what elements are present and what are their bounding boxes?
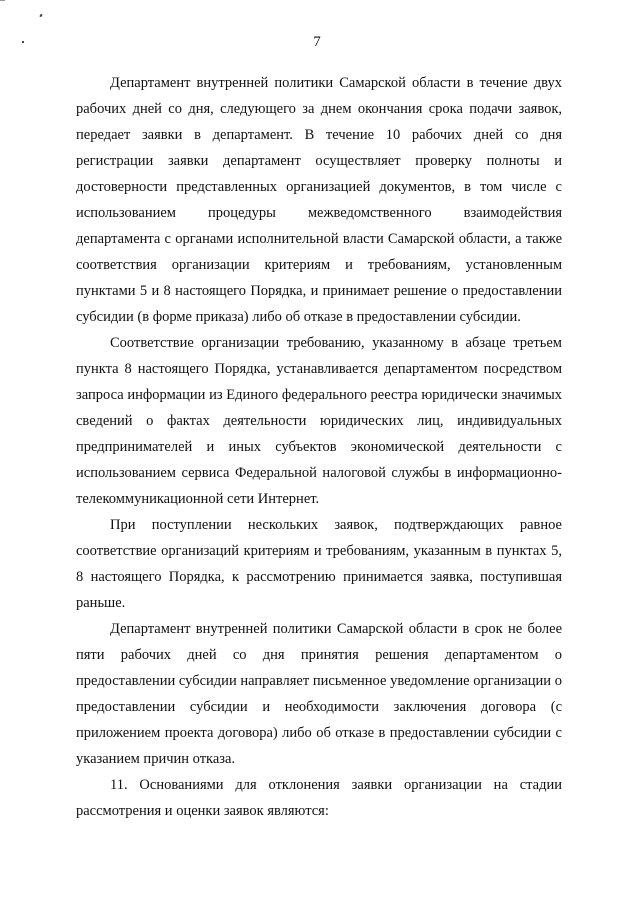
paragraph-4: Департамент внутренней политики Самарской области в срок не более пяти рабочих дней со дня принятия решения департаментом о предоставлении субсидии направляет письменное уведомление организации о предоставлении субсидии и необходимости заключения договора (с приложением проекта договора) либо об отказе в предоставлении субсидии с указанием причин отказа. [76,621,562,767]
scan-edge-mark [0,0,5,1]
paragraph-3: При поступлении нескольких заявок, подтверждающих равное соответствие организаций критериям и требованиям, указанным в пунктах 5, 8 настоящего Порядка, к рассмотрению принимается заявка, поступившая раньше. [76,517,562,611]
paragraph-2: Соответствие организации требованию, указанному в абзаце третьем пункта 8 настоящего Порядка, устанавливается департаментом посредством запроса информации из Единого федерального реестра юридически значимых сведений о фактах деятельности юридических лиц, индивидуальных предпринимателей и иных субъектов экономической деятельности с использованием сервиса Федеральной налоговой службы в информационно-телекоммуникационной сети Интернет. [76,335,562,507]
page-number: 7 [313,34,321,50]
paragraph-1: Департамент внутренней политики Самарской области в течение двух рабочих дней со дня, следующего за днем окончания срока подачи заявок, передает заявки в департамент. В течение 10 рабочих дней со дня регистрации заявки департамент осуществляет проверку полноты и достоверности представленных организацией документов, в том числе с использованием процедуры межведомственного взаимодействия департамента с органами исполнительной власти Самарской области, а также соответствия организации критериям и требованиям, установленным пунктами 5 и 8 настоящего Порядка, и принимает решение о предоставлении субсидии (в форме приказа) либо об отказе в предоставлении субсидии. [76,75,562,325]
scan-speck [39,14,42,18]
document-body [76,70,562,824]
paragraph-5: 11. Основаниями для отклонения заявки организации на стадии рассмотрения и оценки заявок являются: [76,777,562,819]
